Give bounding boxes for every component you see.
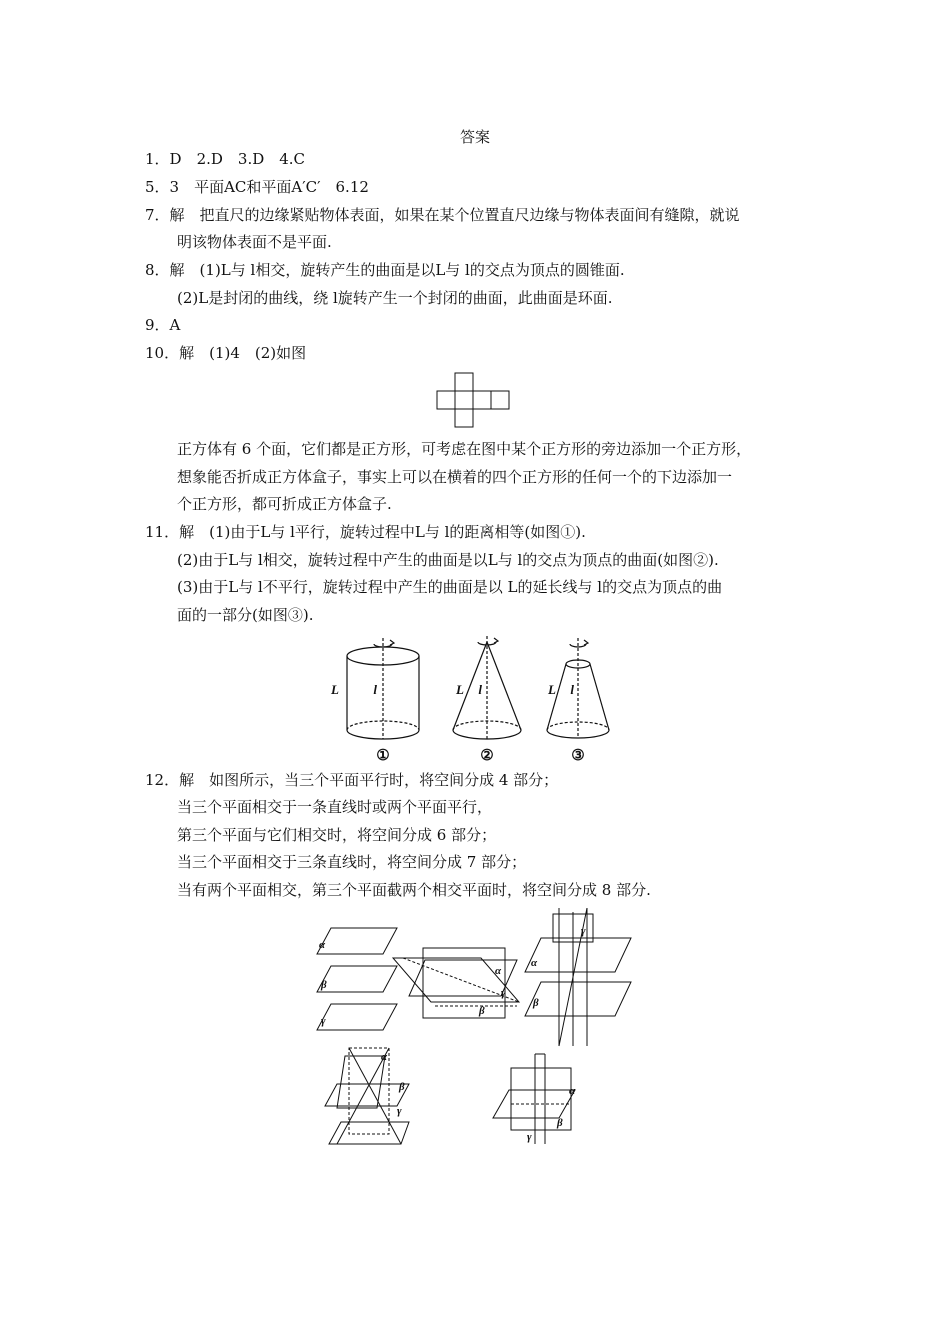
- answer-11-line1: 11．解 (1)由于L与 l平行，旋转过程中L与 l的距离相等(如图①).: [145, 523, 586, 541]
- net-square: [473, 391, 491, 409]
- cylinder-label-L: L: [331, 682, 339, 697]
- cone-label-l: l: [478, 682, 482, 697]
- plane-label-gamma: γ: [501, 987, 506, 999]
- two-parallel-one-crossing: [525, 908, 631, 1046]
- frustum-label-L: L: [548, 682, 556, 697]
- answer-11-line4: 面的一部分(如图③).: [177, 606, 314, 624]
- answer-7-line2: 明该物体表面不是平面.: [177, 233, 332, 251]
- planes-figure: [305, 908, 640, 1156]
- answer-1-4: 1．D 2.D 3.D 4.C: [145, 150, 306, 168]
- cylinder-shape: [347, 638, 419, 739]
- answer-10-line1: 10．解 (1)4 (2)如图: [145, 344, 307, 362]
- plane-label-alpha: α: [531, 957, 538, 969]
- frustum-shape: [547, 638, 609, 738]
- plane-label-beta: β: [321, 979, 327, 991]
- answer-11-line3: (3)由于L与 l不平行，旋转过程中产生的曲面是以 L的延长线与 l的交点为顶点的曲: [177, 578, 723, 596]
- planes-through-one-line: [393, 948, 519, 1018]
- plane-label-gamma: γ: [581, 925, 586, 937]
- plane-label-beta: β: [479, 1005, 485, 1017]
- net-square: [437, 391, 455, 409]
- plane-label-gamma: γ: [321, 1015, 326, 1027]
- net-square: [455, 391, 473, 409]
- figure-number-1: ①: [376, 748, 390, 764]
- plane-label-alpha: α: [319, 939, 326, 951]
- plane-label-gamma: γ: [527, 1131, 532, 1143]
- answer-12-line5: 当有两个平面相交，第三个平面截两个相交平面时，将空间分成 8 部分.: [177, 881, 651, 899]
- plane-label-alpha: α: [569, 1085, 576, 1097]
- plane-label-beta: β: [533, 997, 539, 1009]
- answer-12-line2: 当三个平面相交于一条直线时或两个平面平行，: [177, 798, 493, 816]
- answer-10-line4: 个正方形，都可折成正方体盒子.: [177, 495, 392, 513]
- plane-label-alpha: α: [495, 965, 502, 977]
- answer-12-line1: 12．解 如图所示，当三个平面平行时，将空间分成 4 部分；: [145, 771, 559, 789]
- frustum-label-l: l: [570, 682, 574, 697]
- answer-12-line3: 第三个平面与它们相交时，将空间分成 6 部分；: [177, 826, 497, 844]
- answer-9: 9．A: [145, 316, 181, 334]
- cube-net-figure: [436, 372, 516, 430]
- plane-label-beta: β: [399, 1081, 405, 1093]
- parallel-planes: [317, 928, 397, 1030]
- answer-10-line3: 想象能否折成正方体盒子，事实上可以在横着的四个正方形的任何一个的下边添加一: [177, 468, 733, 486]
- answer-title: 答案: [459, 128, 490, 146]
- rotation-solids-figure: [330, 632, 620, 766]
- planes-three-lines: [325, 1048, 409, 1144]
- answer-8-line1: 8．解 (1)L与 l相交，旋转产生的曲面是以L与 l的交点为顶点的圆锥面.: [145, 261, 625, 279]
- answer-7-line1: 7．解 把直尺的边缘紧贴物体表面，如果在某个位置直尺边缘与物体表面间有缝隙，就说: [145, 206, 740, 224]
- answer-5-6: 5．3 平面AC和平面A′C′ 6.12: [145, 178, 369, 196]
- planes-eight-parts: [493, 1054, 575, 1144]
- answer-10-line2: 正方体有 6 个面，它们都是正方形，可考虑在图中某个正方形的旁边添加一个正方形，: [177, 440, 752, 458]
- answer-8-line2: (2)L是封闭的曲线，绕 l旋转产生一个封闭的曲面，此曲面是环面.: [177, 289, 613, 307]
- cone-label-L: L: [456, 682, 464, 697]
- net-square: [455, 409, 473, 427]
- answer-12-line4: 当三个平面相交于三条直线时，将空间分成 7 部分；: [177, 853, 527, 871]
- answer-11-line2: (2)由于L与 l相交，旋转过程中产生的曲面是以L与 l的交点为顶点的曲面(如图②).: [177, 551, 719, 569]
- figure-number-2: ②: [480, 748, 494, 764]
- cylinder-label-l: l: [373, 682, 377, 697]
- figure-number-3: ③: [571, 748, 585, 764]
- plane-label-beta: β: [557, 1117, 563, 1129]
- plane-label-alpha: α: [381, 1051, 388, 1063]
- net-square: [455, 373, 473, 391]
- plane-label-gamma: γ: [397, 1105, 402, 1117]
- net-square: [491, 391, 509, 409]
